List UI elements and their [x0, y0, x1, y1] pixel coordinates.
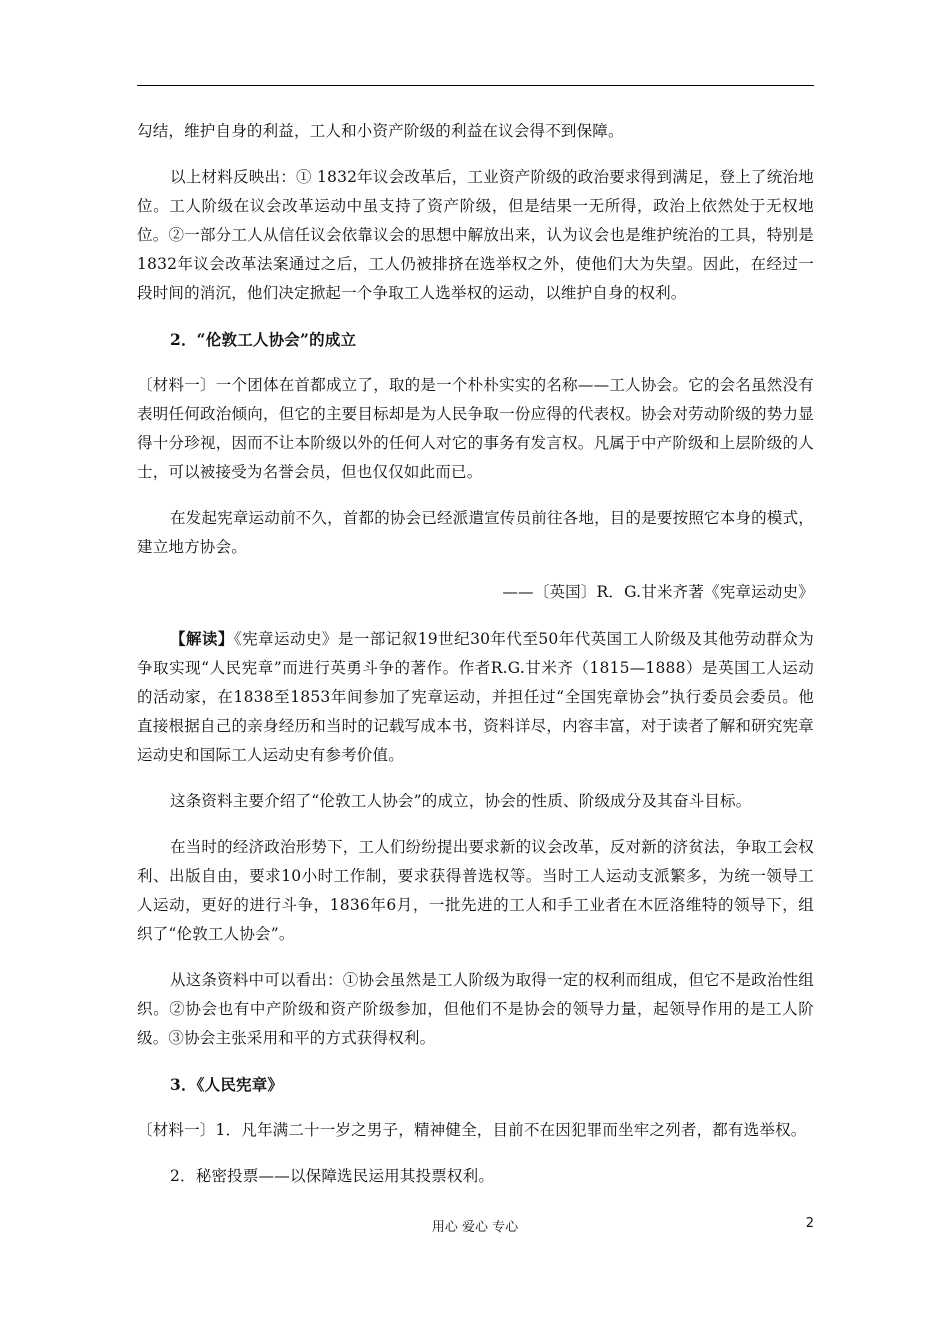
paragraph-conclusion: 从这条资料中可以看出：①协会虽然是工人阶级为取得一定的权利而组成，但它不是政治性组织。②协会也有中产阶级和资产阶级参加，但他们不是协会的领导力量，起领导作用的是工人阶级。③协会主张采用和平的方式获得权利。 — [137, 971, 814, 1047]
charter-item-1: 〔材料一〕1．凡年满二十一岁之男子，精神健全，目前不在因犯罪而坐牢之列者，都有选举权。 — [137, 1121, 807, 1139]
paragraph-summary: 这条资料主要介绍了“伦敦工人协会”的成立，协会的性质、阶级成分及其奋斗目标。 — [170, 792, 752, 810]
interpretation-label: 【解读】 — [170, 629, 234, 648]
interpretation-text: 《宪章运动史》是一部记叙19世纪30年代至50年代英国工人阶级及其他劳动群众为争取实现“人民宪章”而进行英勇斗争的著作。作者R.G.甘米齐（1815—1888）是英国工人运动的活动家，在1838至1853年间参加了宪章运动，并担任过“全国宪章协会”执行委员会委员。他直接根据自己的亲身经历和当时的记载写成本书，资料详尽，内容丰富，对于读者了解和研究宪章运动史和国际工人运动史有参考价值。 — [137, 630, 814, 764]
section-heading-2: 2．“伦敦工人协会”的成立 — [170, 330, 357, 349]
source-citation: ——〔英国〕R．G.甘米齐著《宪章运动史》 — [502, 583, 814, 601]
paragraph-continuation: 勾结，维护自身的利益，工人和小资产阶级的利益在议会得不到保障。 — [137, 122, 624, 140]
paragraph-background: 在当时的经济政治形势下，工人们纷纷提出要求新的议会改革，反对新的济贫法，争取工会权利、出版自由，要求10小时工作制，要求获得普选权等。当时工人运动支派繁多，为统一领导工人运动，更好的进行斗争，1836年6月，一批先进的工人和手工业者在木匠洛维特的领导下，组织了“伦敦工人协会”。 — [137, 838, 814, 943]
section-heading-3: 3．《人民宪章》 — [170, 1075, 284, 1094]
interpretation-paragraph — [137, 624, 814, 770]
document-body — [137, 117, 814, 1191]
charter-item-2: 2．秘密投票——以保障选民运用其投票权利。 — [170, 1167, 495, 1185]
paragraph-propaganda: 在发起宪章运动前不久，首都的协会已经派遣宣传员前往各地，目的是要按照它本身的模式，建立地方协会。 — [137, 509, 814, 556]
page-footer — [0, 1213, 950, 1237]
header-rule — [137, 85, 814, 86]
page-number: 2 — [805, 1216, 814, 1231]
paragraph-analysis: 以上材料反映出：① 1832年议会改革后，工业资产阶级的政治要求得到满足，登上了统治地位。工人阶级在议会改革运动中虽支持了资产阶级，但是结果一无所得，政治上依然处于无权地位。②一部分工人从信任议会依靠议会的思想中解放出来，认为议会也是维护统治的工具，特别是1832年议会改革法案通过之后，工人仍被排挤在选举权之外，使他们大为失望。因此，在经过一段时间的消沉，他们决定掀起一个争取工人选举权的运动，以维护自身的权利。 — [137, 168, 814, 302]
material-one-text: 〔材料一〕一个团体在首都成立了，取的是一个朴朴实实的名称——工人协会。它的会名虽然没有表明任何政治倾向，但它的主要目标却是为人民争取一份应得的代表权。协会对劳动阶级的势力显得十分珍视，因而不让本阶级以外的任何人对它的事务有发言权。凡属于中产阶级和上层阶级的人士，可以被接受为名誉会员，但也仅仅如此而已。 — [137, 376, 814, 481]
footer-motto: 用心 爱心 专心 — [431, 1220, 519, 1235]
